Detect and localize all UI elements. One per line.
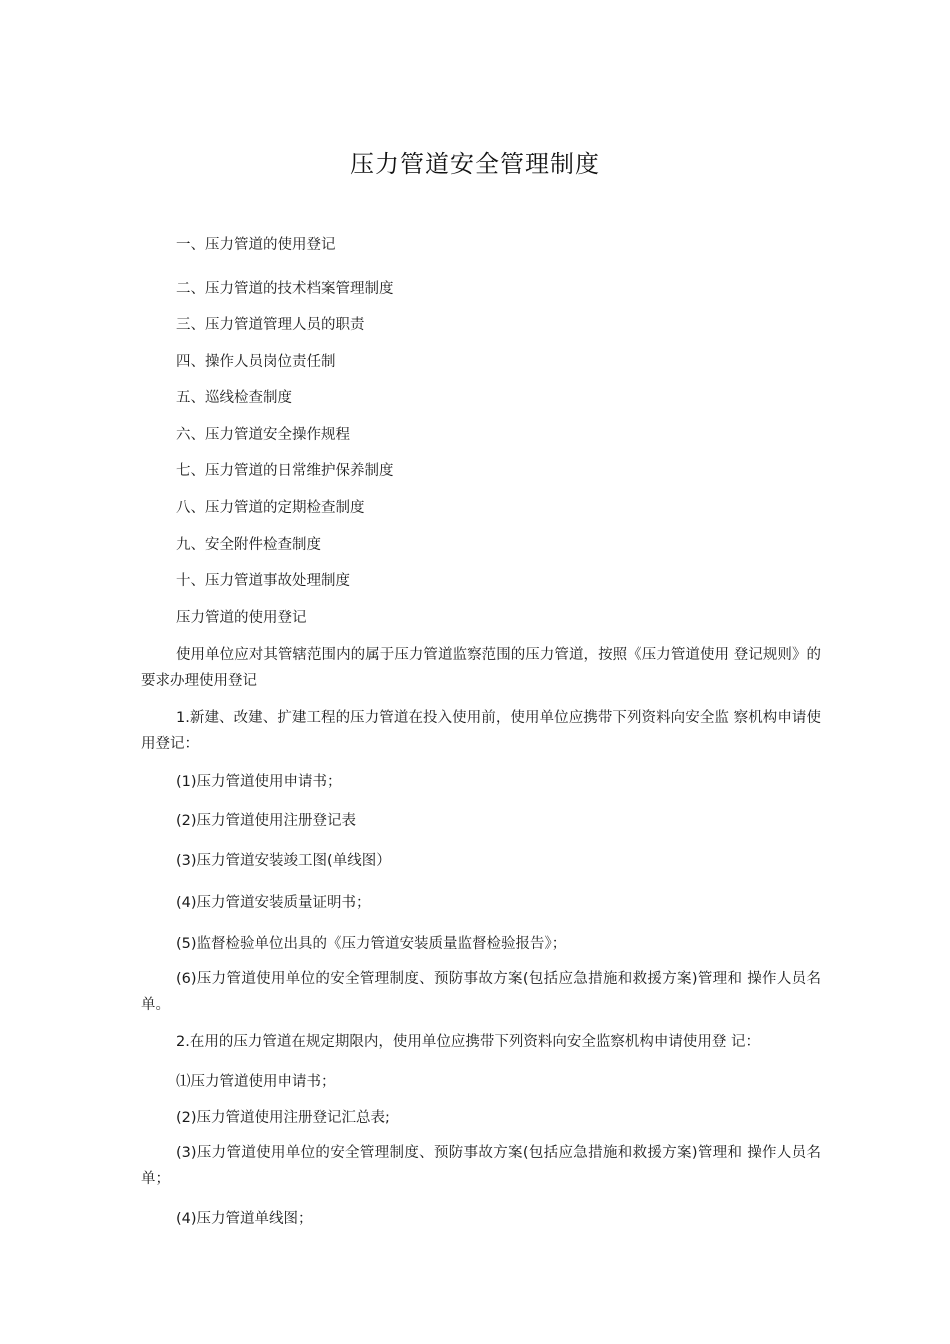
toc-item-5: 五、巡线检查制度 bbox=[176, 390, 292, 406]
item1-list-1: (1)压力管道使用申请书； bbox=[176, 774, 342, 790]
item1-list-2: (2)压力管道使用注册登记表 bbox=[176, 813, 357, 829]
section-heading: 压力管道的使用登记 bbox=[176, 610, 307, 626]
toc-item-8: 八、压力管道的定期检查制度 bbox=[176, 500, 365, 516]
document-title: 压力管道安全管理制度 bbox=[350, 150, 600, 178]
toc-item-6: 六、压力管道安全操作规程 bbox=[176, 427, 350, 443]
item1-list-6: (6)压力管道使用单位的安全管理制度、预防事故方案(包括应急措施和救援方案)管理和 操作人员名单。 bbox=[141, 971, 821, 1013]
item1-list-5: (5)监督检验单位出具的《压力管道安装质量监督检验报告》； bbox=[176, 936, 567, 952]
toc-item-4: 四、操作人员岗位责任制 bbox=[176, 354, 336, 370]
item2-list-1: ⑴压力管道使用申请书； bbox=[176, 1074, 336, 1090]
item1-list-3: (3)压力管道安装竣工图(单线图） bbox=[176, 853, 391, 869]
toc-item-3: 三、压力管道管理人员的职责 bbox=[176, 317, 365, 333]
item2-heading: 2.在用的压力管道在规定期限内，使用单位应携带下列资料向安全监察机构申请使用登 记： bbox=[176, 1034, 760, 1050]
toc-item-2: 二、压力管道的技术档案管理制度 bbox=[176, 281, 394, 297]
toc-item-9: 九、安全附件检查制度 bbox=[176, 537, 321, 553]
item2-list-3: (3)压力管道使用单位的安全管理制度、预防事故方案(包括应急措施和救援方案)管理和 操作人员名单； bbox=[141, 1145, 821, 1187]
item1-list-4: (4)压力管道安装质量证明书； bbox=[176, 895, 371, 911]
item2-list-4: (4)压力管道单线图； bbox=[176, 1211, 313, 1227]
toc-item-1: 一、压力管道的使用登记 bbox=[176, 237, 336, 253]
intro-paragraph: 使用单位应对其管辖范围内的属于压力管道监察范围的压力管道，按照《压力管道使用 登记规则》的要求办理使用登记 bbox=[141, 647, 821, 689]
item2-list-2: (2)压力管道使用注册登记汇总表; bbox=[176, 1110, 390, 1126]
toc-item-10: 十、压力管道事故处理制度 bbox=[176, 573, 350, 589]
item1-heading: 1.新建、改建、扩建工程的压力管道在投入使用前，使用单位应携带下列资料向安全监 察机构申请使用登记： bbox=[141, 710, 821, 752]
toc-item-7: 七、压力管道的日常维护保养制度 bbox=[176, 463, 394, 479]
